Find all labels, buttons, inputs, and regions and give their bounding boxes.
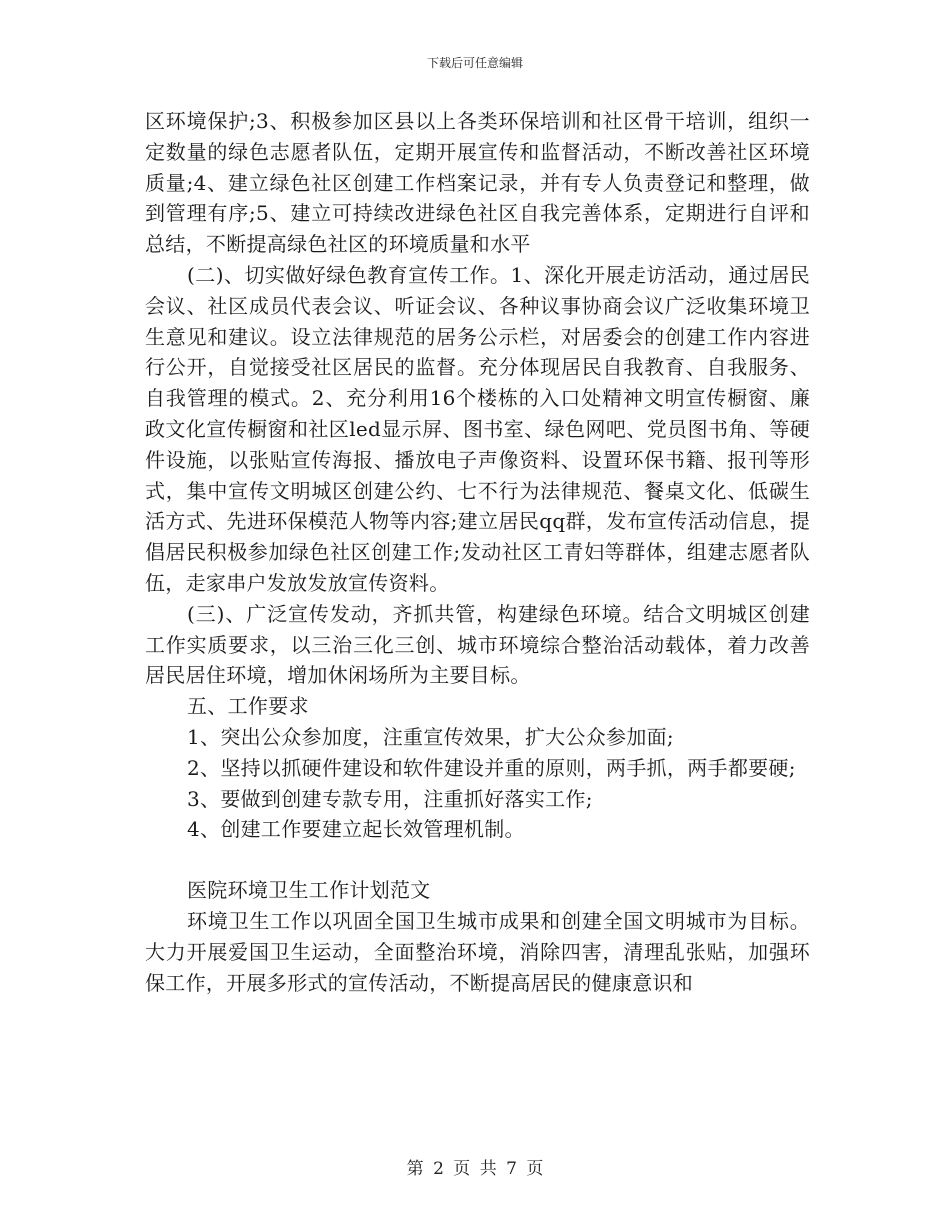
requirement-item-4: 4、创建工作要建立起长效管理机制。 <box>187 817 525 842</box>
page-header: 下载后可任意编辑 <box>426 56 523 70</box>
paragraph-section-2: (二)、切实做好绿色教育宣传工作。1、深化开展走访活动，通过居民会议、社区成员代表会议、听证会议、各种议事协商会议广泛收集环境卫生意见和建议。设立法律规范的居务公示栏，对居委会的创建工作内容进行公开，自觉接受社区居民的监督。充分体现居民自我教育、自我服务、自我管理的模式。2、充分利用16个楼栋的入口处精神文明宣传橱窗、廉政文化宣传橱窗和社区led显示屏、图书室、绿色网吧、党员图书角、等硬件设施，以张贴宣传海报、播放电子声像资料、设置环保书籍、报刊等形式，集中宣传文明城区创建公约、七不行为法律规范、餐桌文化、低碳生活方式、先进环保模范人物等内容;建立居民qq群，发布宣传活动信息，提倡居民积极参加绿色社区创建工作;发动社区工青妇等群体，组建志愿者队伍，走家串户发放发放宣传资料。 <box>145 262 810 595</box>
paragraph-section-3: (三)、广泛宣传发动，齐抓共管，构建绿色环境。结合文明城区创建工作实质要求，以三治三化三创、城市环境综合整治活动载体，着力改善居民居住环境，增加休闲场所为主要目标。 <box>145 601 810 688</box>
article-title: 医院环境卫生工作计划范文 <box>187 878 431 903</box>
requirement-item-1: 1、突出公众参加度，注重宣传效果，扩大公众参加面; <box>187 724 674 749</box>
requirement-item-2: 2、坚持以抓硬件建设和软件建设并重的原则，两手抓，两手都要硬; <box>187 755 796 780</box>
requirement-item-3: 3、要做到创建专款专用，注重抓好落实工作; <box>187 786 593 811</box>
document-body <box>145 106 810 998</box>
paragraph-intro: 环境卫生工作以巩固全国卫生城市成果和创建全国文明城市为目标。大力开展爱国卫生运动，全面整治环境，消除四害，清理乱张贴，加强环保工作，开展多形式的宣传活动，不断提高居民的健康意识和 <box>145 908 810 995</box>
page-number-footer: 第 2 页 共 7 页 <box>406 1159 544 1179</box>
section-heading-work-requirements: 五、工作要求 <box>187 694 309 719</box>
paragraph-continuation: 区环境保护;3、积极参加区县以上各类环保培训和社区骨干培训，组织一定数量的绿色志愿者队伍，定期开展宣传和监督活动，不断改善社区环境质量;4、建立绿色社区创建工作档案记录，并有专人负责登记和整理，做到管理有序;5、建立可持续改进绿色社区自我完善体系，定期进行自评和总结，不断提高绿色社区的环境质量和水平 <box>145 109 810 257</box>
